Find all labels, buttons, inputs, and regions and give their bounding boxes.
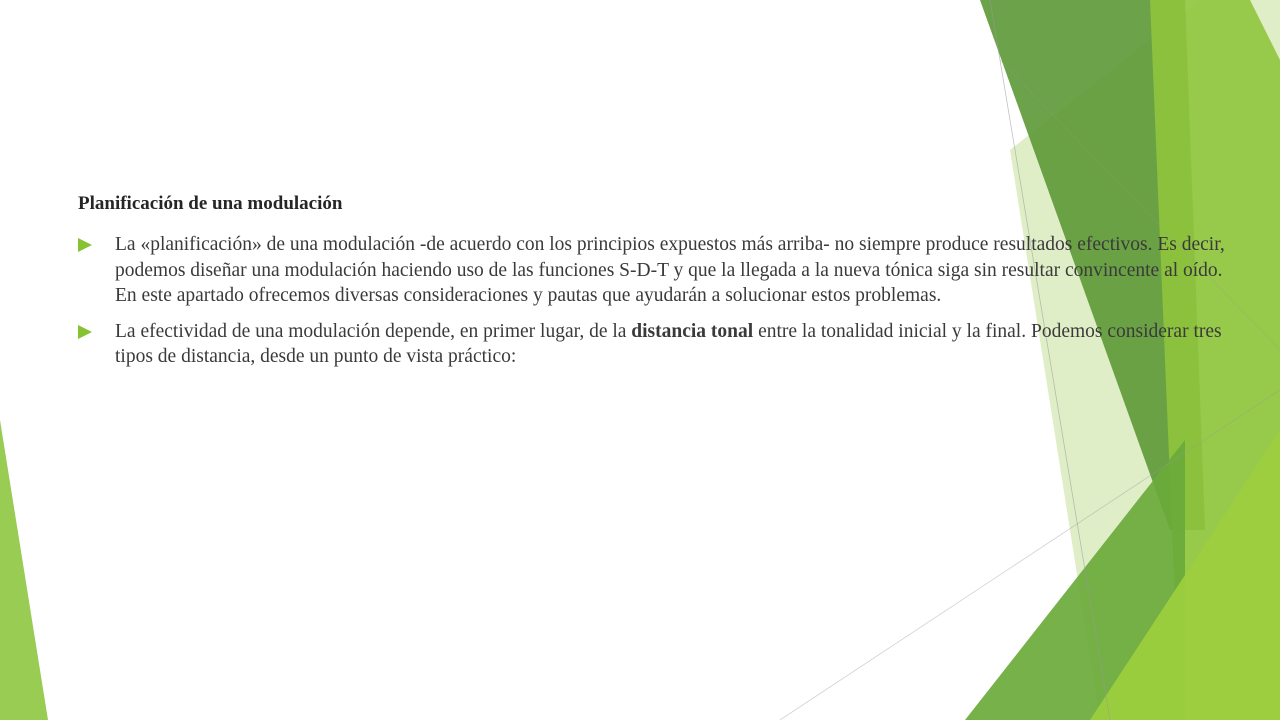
left-green-triangle: [0, 420, 48, 720]
bullet-item-2: [78, 319, 1238, 370]
bullet-text-2-after: entre la tonalidad inicial y la final. Podemos considerar tres tipos de distancia, desde un punto de vista práctico:: [115, 320, 1222, 367]
bullet-text-2: [115, 321, 1222, 368]
bullet-item-1: [78, 232, 1238, 309]
slide-heading: Planificación de una modulación: [78, 193, 343, 214]
slide-content: [78, 190, 1238, 380]
bullet-text-2-bold: distancia tonal: [631, 320, 754, 342]
triangle-bullet-icon: [78, 238, 92, 252]
bullet-text-1: La «planificación» de una modulación -de acuerdo con los principios expuestos más arriba- no siempre produce resultados efectivos. Es decir, podemos diseñar una modulación haciendo uso de las funciones S-D-T y que la llegada a la nueva tónica siga sin resultar convincente al oído. En este apartado ofrecemos diversas consideraciones y pautas que ayudarán a solucionar estos problemas.: [115, 234, 1225, 306]
bullet-text-2-before: La efectividad de una modulación depende, en primer lugar, de la: [115, 320, 632, 342]
triangle-bullet-icon: [78, 325, 92, 339]
